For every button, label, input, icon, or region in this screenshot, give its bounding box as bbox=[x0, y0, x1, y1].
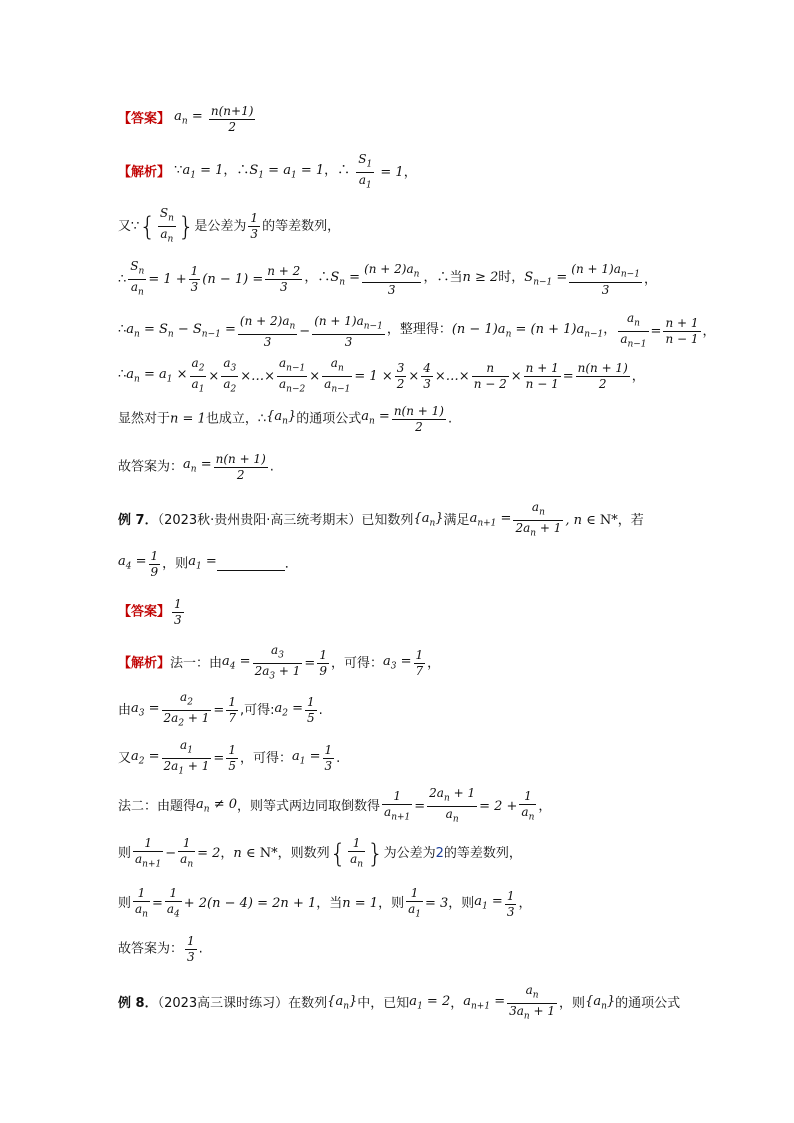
analysis-line-4: $\therefore a_n = S_n - S_{n-1}$ = $\frac{(n + 2)a_n}{3}$ − $\frac{(n + 1)a_{n-1}}{3}$ ，整理得：$(n - 1)a_n = (n + 1)a_{n-1}$， $\frac{a_n}{a_{n-1}}$ = $\frac{n + 1}{n - 1}$ ， bbox=[118, 311, 716, 353]
method-2-conclusion: 故答案为： $\frac{1}{3}$ . bbox=[118, 934, 203, 964]
method-2-line-3: 则 $\frac{1}{a_n}$ = $\frac{1}{a_4}$ + 2(n − 4) = 2n + 1，当n = 1，则 $\frac{1}{a_1}$ = 3，则$a_1$ = $\frac{1}{3}$ ， bbox=[118, 886, 531, 922]
analysis-line-7: 故答案为：$a_n$ = $\frac{n(n + 1)}{2}$ . bbox=[118, 452, 274, 482]
method-2-line-2: 则 $\frac{1}{a_{n+1}}$ − $\frac{1}{a_n}$ = 2，n ∈ N*，则数列{ $\frac{1}{a_n}$ }为公差为2的等差数列， bbox=[118, 836, 522, 872]
analysis-line-1: 【解析】 $\because a_1 = 1$，$\therefore S_1 = a_1 = 1$，∴ $\frac{S_1}{a_1}$ = 1， bbox=[118, 152, 417, 194]
analysis-line-5: $\therefore a_n = a_1$ × $\frac{a_2}{a_1}$ × $\frac{a_3}{a_2}$ ×…× $\frac{a_{n-1}}{a_{n-2}}$ × $\frac{a_n}{a_{n-1}}$ = 1 × $\frac{3}{2}$ × $\frac{4}{3}$ ×…× $\frac{n}{n - 2}$ × $\frac{n + 1}{n - 1}$ = $\frac{n(n + 1)}{2}$ ， bbox=[118, 356, 645, 398]
method-1-line-3: 又$a_2$ = $\frac{a_1}{2a_1 + 1}$ = $\frac{1}{5}$ ，可得：$a_1$ = $\frac{1}{3}$ . bbox=[118, 738, 340, 780]
analysis-tag: 【解析】 bbox=[118, 164, 171, 180]
method-1-line-1: 【解析】法一：由$a_4$ = $\frac{a_3}{2a_3 + 1}$ = $\frac{1}{9}$ ，可得：$a_3$ = $\frac{1}{7}$ ， bbox=[118, 643, 440, 685]
method-2-line-1: 法二：由题得$a_n \ne 0$，则等式两边同取倒数得 $\frac{1}{a_{n+1}}$ = $\frac{2a_n + 1}{a_n}$ = 2 + $\frac{1}{a_n}$ ， bbox=[118, 786, 551, 828]
example-label: 例 7． bbox=[118, 512, 158, 528]
example-7-line-2: $a_4$ = $\frac{1}{9}$ ，则$a_1$ = ． bbox=[118, 549, 298, 579]
example-label: 例 8． bbox=[118, 995, 158, 1011]
answer-line-1 bbox=[118, 104, 257, 135]
fraction: $\frac{n(n+1)}{2}$ bbox=[210, 104, 254, 134]
analysis-line-6: 显然对于n = 1也成立，$\therefore\{a_n\}$的通项公式$a_n$ = $\frac{n(n + 1)}{2}$ . bbox=[118, 404, 453, 434]
example-8-line-1: 例 8．（2023高三课时练习）在数列$\{a_n\}$中，已知$a_1 = 2$，$a_{n+1}$ = $\frac{a_n}{3a_n + 1}$ ，则$\{a_n\}$的通项公式 bbox=[118, 983, 680, 1025]
analysis-line-3: ∴ $\frac{S_n}{a_n}$ = 1 + $\frac{1}{3}$ (n − 1) = $\frac{n + 2}{3}$ ，$\therefore S_n$ = $\frac{(n + 2)a_n}{3}$ ，∴当n ≥ 2时，$S_{n-1}$ = $\frac{(n + 1)a_{n-1}}{3}$ ， bbox=[118, 259, 657, 301]
method-1-line-2: 由$a_3$ = $\frac{a_2}{2a_2 + 1}$ = $\frac{1}{7}$ ,可得$:a_2$ = $\frac{1}{5}$ . bbox=[118, 690, 323, 732]
analysis-line-2: 又∵{ $\frac{S_n}{a_n}$ }是公差为 $\frac{1}{3}$ 的等差数列， bbox=[118, 206, 340, 248]
example-7-line-1: 例 7．（2023秋·贵州贵阳·高三统考期末）已知数列$\{a_n\}$满足$a_{n+1}$ = $\frac{a_n}{2a_n + 1}$ , n ∈ N*，若 bbox=[118, 500, 644, 542]
formula: $a_n$ = bbox=[174, 109, 207, 127]
answer-blank bbox=[217, 558, 285, 571]
answer-tag: 【答案】 bbox=[118, 111, 171, 127]
example-7-answer: 【答案】 $\frac{1}{3}$ bbox=[118, 597, 182, 627]
